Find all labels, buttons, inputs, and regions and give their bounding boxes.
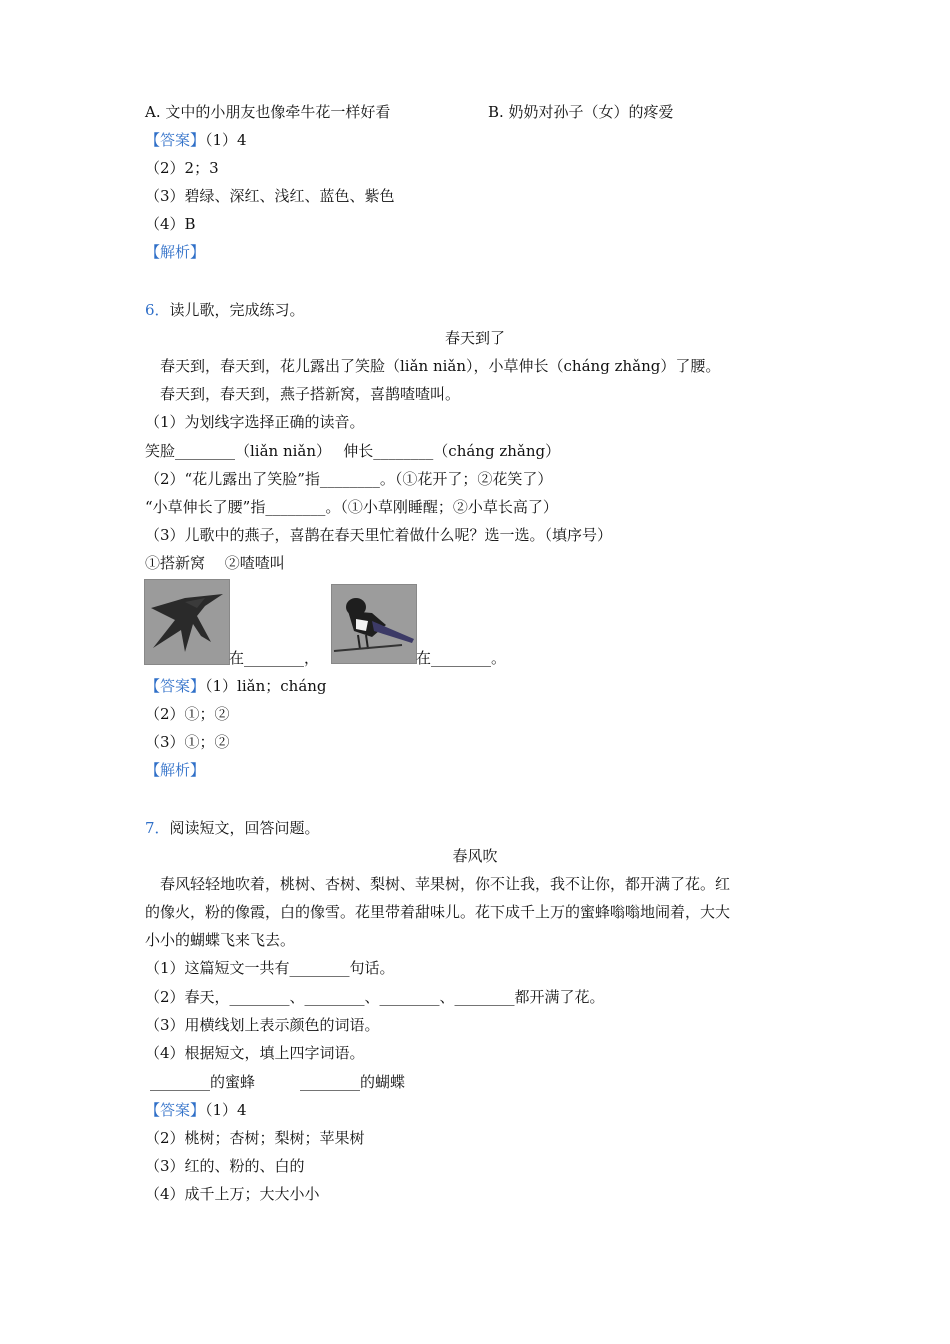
q7-paragraph-line-3: 小小的蝴蝶飞来飞去。 xyxy=(145,931,296,949)
q5-answer-2: （2）2；3 xyxy=(145,159,219,177)
q7-sub-2: （2）春天，________、________、________、________都开满了花。 xyxy=(145,988,605,1006)
q7-sub-1: （1）这篇短文一共有________句话。 xyxy=(145,959,395,977)
swallow-image xyxy=(144,579,230,665)
q7-heading xyxy=(145,818,320,838)
q7-sub-4-blanks: ________的蜜蜂 ________的蝴蝶 xyxy=(150,1073,406,1091)
q7-prompt: 阅读短文，回答问题。 xyxy=(169,819,320,837)
q6-sub-1: （1）为划线字选择正确的读音。 xyxy=(145,413,365,431)
q7-number: 7． xyxy=(145,819,170,837)
q6-answer-3: （3）①；② xyxy=(145,733,230,751)
q7-answer-4: （4）成千上万；大大小小 xyxy=(145,1185,320,1203)
q5-answer-3: （3）碧绿、深红、浅红、蓝色、紫色 xyxy=(145,187,395,205)
q5-option-b: B. 奶奶对孙子（女）的疼爱 xyxy=(488,103,674,121)
magpie-icon xyxy=(332,585,416,663)
q7-title: 春风吹 xyxy=(452,847,498,865)
q5-analysis-tag: 【解析】 xyxy=(145,243,206,261)
swallow-icon xyxy=(145,580,229,664)
q7-paragraph-line-1: 春风轻轻地吹着，桃树、杏树、梨树、苹果树，你不让我，我不让你，都开满了花。红 xyxy=(160,875,731,893)
q7-answer-3: （3）红的、粉的、白的 xyxy=(145,1157,305,1175)
q7-answer-1: （1）4 xyxy=(205,1101,247,1119)
q5-answer-row xyxy=(145,130,247,150)
q7-answer-row xyxy=(145,1100,247,1120)
q6-analysis-tag: 【解析】 xyxy=(145,761,206,779)
q6-answer-2: （2）①；② xyxy=(145,705,230,723)
q6-number: 6． xyxy=(145,301,170,319)
q6-answer-row xyxy=(145,676,327,696)
q6-poem-line-2: 春天到，春天到，燕子搭新窝，喜鹊喳喳叫。 xyxy=(160,385,461,403)
q7-sub-3: （3）用横线划上表示颜色的词语。 xyxy=(145,1016,380,1034)
q6-sub-3-options: ①搭新窝 ②喳喳叫 xyxy=(145,554,285,572)
q7-sub-4: （4）根据短文，填上四字词语。 xyxy=(145,1044,365,1062)
q7-answer-2: （2）桃树；杏树；梨树；苹果树 xyxy=(145,1129,365,1147)
q5-option-a: A. 文中的小朋友也像牵牛花一样好看 xyxy=(145,103,391,121)
q6-poem-line-1: 春天到，春天到，花儿露出了笑脸（liǎn niǎn），小草伸长（cháng zhǎng）了腰。 xyxy=(160,357,721,375)
q6-blank-swallow: 在________， xyxy=(229,649,320,667)
answer-tag: 【答案】 xyxy=(145,131,206,149)
q6-poem-title: 春天到了 xyxy=(444,329,505,347)
q6-prompt: 读儿歌，完成练习。 xyxy=(169,301,305,319)
q7-paragraph-line-2: 的像火，粉的像霞，白的像雪。花里带着甜味儿。花下成千上万的蜜蜂嗡嗡地闹着，大大 xyxy=(145,903,731,921)
q5-answer-1: （1）4 xyxy=(205,131,247,149)
q6-sub-3: （3）儿歌中的燕子，喜鹊在春天里忙着做什么呢？选一选。（填序号） xyxy=(145,526,613,544)
q6-sub-2-line-1: （2）“花儿露出了笑脸”指________。（①花开了；②花笑了） xyxy=(145,470,553,488)
magpie-image xyxy=(331,584,417,664)
q6-answer-1: （1）liǎn；cháng xyxy=(205,677,327,695)
q6-heading xyxy=(145,300,305,320)
q6-sub-1-blanks: 笑脸________（liǎn niǎn） 伸长________（cháng zhǎng） xyxy=(145,442,561,460)
q5-answer-4: （4）B xyxy=(145,215,196,233)
answer-tag: 【答案】 xyxy=(145,677,206,695)
q6-sub-2-line-2: “小草伸长了腰”指________。（①小草刚睡醒；②小草长高了） xyxy=(145,498,558,516)
q6-blank-magpie: 在________。 xyxy=(416,649,507,667)
answer-tag: 【答案】 xyxy=(145,1101,206,1119)
